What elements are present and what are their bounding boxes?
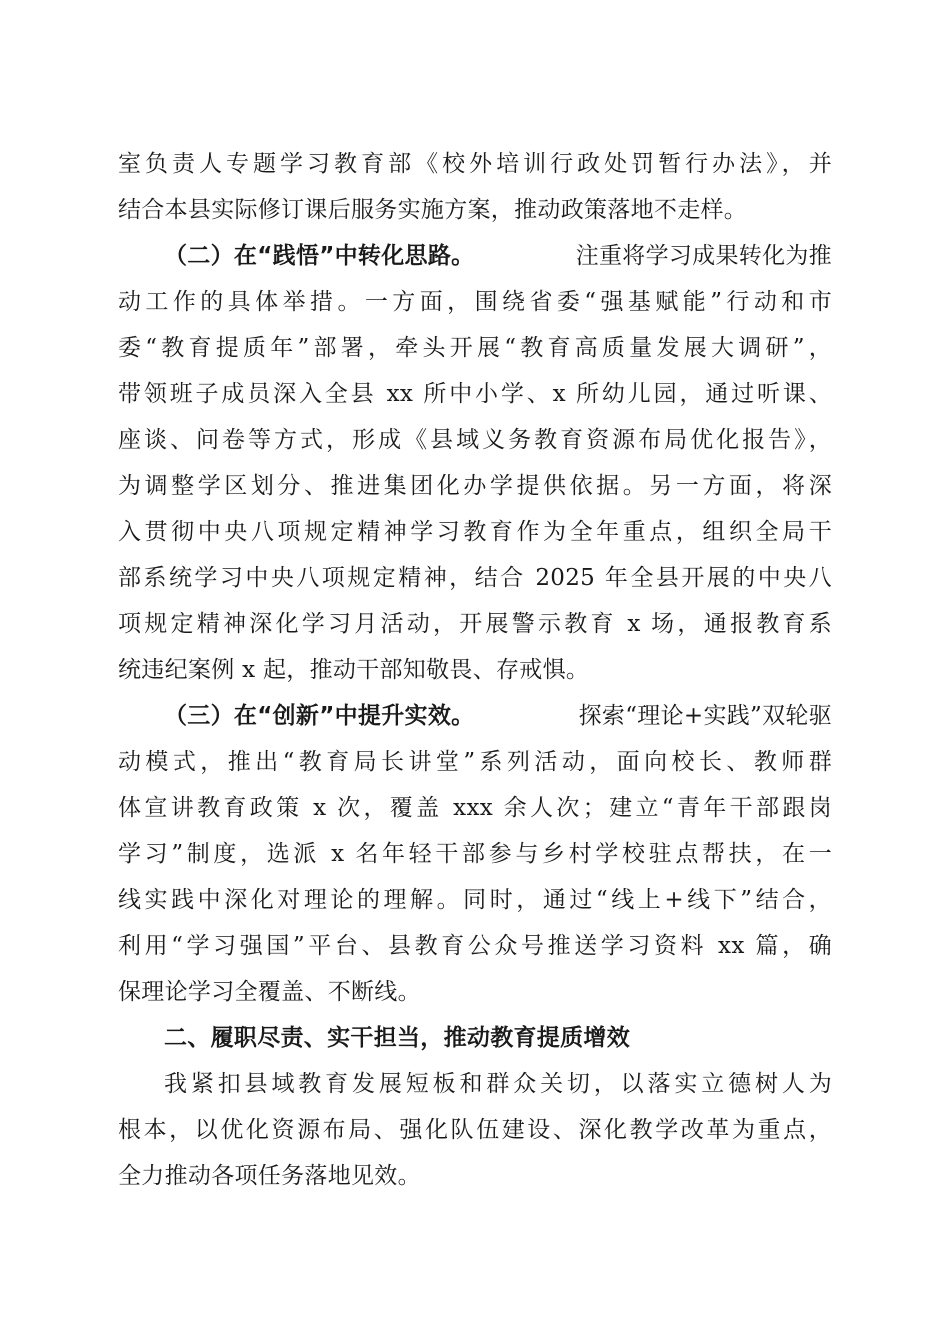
- paragraph-line: 我紧扣县域教育发展短板和群众关切，以落实立德树人为: [164, 1071, 832, 1097]
- paragraph-line: 体宣讲教育政策 x 次，覆盖 xxx 余人次；建立“青年干部跟岗: [118, 795, 832, 821]
- paragraph-line: 项规定精神深化学习月活动，开展警示教育 x 场，通报教育系: [118, 611, 832, 637]
- paragraph-line: 动模式，推出“教育局长讲堂”系列活动，面向校长、教师群: [118, 749, 832, 775]
- paragraph-line: 动工作的具体举措。一方面，围绕省委“强基赋能”行动和市: [118, 289, 832, 315]
- paragraph-line: 全力推动各项任务落地见效。: [118, 1163, 421, 1189]
- paragraph-line: 注重将学习成果转化为推: [575, 243, 832, 269]
- chapter-heading-2: 二、履职尽责、实干担当，推动教育提质增效: [164, 1025, 630, 1051]
- section-paragraph-2: [164, 238, 832, 274]
- paragraph-line: 入贯彻中央八项规定精神学习教育作为全年重点，组织全局干: [118, 519, 832, 545]
- paragraph-line: 保理论学习全覆盖、不断线。: [118, 979, 421, 1005]
- paragraph-line: 根本，以优化资源布局、强化队伍建设、深化教学改革为重点，: [118, 1117, 832, 1143]
- paragraph-line: 探索“理论+实践”双轮驱: [578, 703, 832, 729]
- paragraph-line: 结合本县实际修订课后服务实施方案，推动政策落地不走样。: [118, 197, 748, 223]
- paragraph-line: 室负责人专题学习教育部《校外培训行政处罚暂行办法》，并: [118, 151, 832, 177]
- paragraph-line: 带领班子成员深入全县 xx 所中小学、x 所幼儿园，通过听课、: [118, 381, 832, 407]
- paragraph-line: 利用“学习强国”平台、县教育公众号推送学习资料 xx 篇，确: [118, 933, 832, 959]
- paragraph-line: 委“教育提质年”部署，牵头开展“教育高质量发展大调研”，: [118, 335, 832, 361]
- paragraph-line: 统违纪案例 x 起，推动干部知敬畏、存戒惧。: [118, 657, 590, 683]
- paragraph-line: 线实践中深化对理论的理解。同时，通过“线上+线下”结合，: [118, 887, 832, 913]
- paragraph-line: 座谈、问卷等方式，形成《县域义务教育资源布局优化报告》，: [118, 427, 832, 453]
- paragraph-line: 部系统学习中央八项规定精神，结合 2025 年全县开展的中央八: [118, 565, 832, 591]
- section-paragraph-3: [164, 698, 832, 734]
- paragraph-line: 为调整学区划分、推进集团化办学提供依据。另一方面，将深: [118, 473, 832, 499]
- section-heading-2: （二）在“践悟”中转化思路。: [164, 243, 475, 269]
- section-heading-3: （三）在“创新”中提升实效。: [164, 703, 475, 729]
- paragraph-line: 学习”制度，选派 x 名年轻干部参与乡村学校驻点帮扶，在一: [118, 841, 832, 867]
